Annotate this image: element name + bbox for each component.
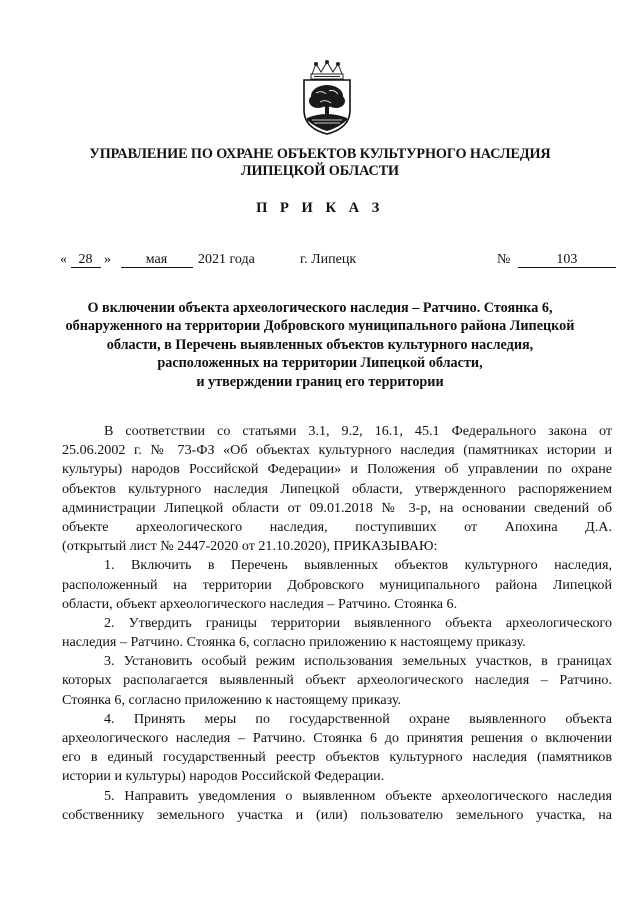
body-line: культуры) народов Российской Федерации» и Положения об управлении по охране (62, 461, 612, 478)
subject-line: и утверждении границ его территории (196, 373, 444, 390)
body-line: истории и культуры) народов Российской Федерации. (62, 768, 385, 785)
body-line: 1. Включить в Перечень выявленных объектов культурного наследия, (104, 557, 612, 574)
date-month: мая (121, 253, 193, 268)
date-quote-close: » (104, 252, 111, 267)
document-number: 103 (518, 253, 616, 268)
coat-of-arms-icon (298, 60, 356, 136)
body-line: которых располагается выявленный объект археологического наследия – Ратчино. (62, 672, 612, 689)
authority-line-2: ЛИПЕЦКОЙ ОБЛАСТИ (240, 163, 399, 179)
document-type: П Р И К А З (256, 200, 384, 216)
order-subject (60, 299, 580, 391)
body-line: области, объект археологического наследия – Ратчино. Стоянка 6. (62, 595, 458, 612)
subject-line: расположенных на территории Липецкой области, (157, 355, 483, 372)
body-line: 2. Утвердить границы территории выявленного объекта археологического (104, 614, 612, 631)
city: г. Липецк (300, 252, 357, 267)
body-line: администрации Липецкой области от 09.01.2018 № 3-р, на основании сведений об (62, 499, 612, 516)
subject-line: О включении объекта археологического наследия – Ратчино. Стоянка 6, (87, 300, 553, 316)
body-line: 3. Установить особый режим использования земельных участков, в границах (104, 653, 612, 670)
body-line: В соответствии со статьями 3.1, 9.2, 16.1, 45.1 Федерального закона от (104, 423, 612, 439)
body-line: его в единый государственный реестр объектов культурного наследия (памятников (62, 749, 612, 766)
date-quote-open: « (60, 252, 67, 267)
date-field (60, 252, 255, 268)
body-line: археологического наследия – Ратчино. Стоянка 6 до принятия решения о включении (62, 730, 612, 746)
body-line: собственнику земельного участка и (или) пользователю земельного участка, на (62, 806, 612, 823)
subject-line: обнаруженного на территории Добровского муниципального района Липецкой (65, 318, 575, 335)
body-line: 5. Направить уведомления о выявленном объекте археологического наследия (104, 787, 612, 804)
number-field (497, 252, 616, 268)
date-day: 28 (71, 253, 101, 268)
body-line: расположенный на территории Добровского муниципального района Липецкой (62, 576, 612, 593)
subject-line: области, в Перечень выявленных объектов культурного наследия, (106, 336, 534, 353)
issuing-authority (40, 146, 600, 180)
body-line: 25.06.2002 г. № 73-ФЗ «Об объектах культурного наследия (памятниках истории и (62, 442, 612, 459)
number-label: № (497, 252, 511, 267)
authority-line-1: УПРАВЛЕНИЕ ПО ОХРАНЕ ОБЪЕКТОВ КУЛЬТУРНОГО НАСЛЕДИЯ (89, 146, 551, 162)
body-line: 4. Принять меры по государственной охране выявленного объекта (104, 710, 612, 727)
body-line: наследия – Ратчино. Стоянка 6, согласно приложению к настоящему приказу. (62, 634, 526, 651)
order-body (62, 422, 612, 825)
body-line: объектов культурного наследия Липецкой области, утвержденного распоряжением (62, 480, 612, 497)
body-line: Стоянка 6, согласно приложению к настоящему приказу. (62, 691, 402, 708)
date-year: 2021 года (198, 252, 255, 267)
body-line: объекте археологического наследия, поступивших от Апохина Д.А. (62, 518, 612, 535)
body-line: (открытый лист № 2447-2020 от 21.10.2020), ПРИКАЗЫВАЮ: (62, 538, 438, 555)
